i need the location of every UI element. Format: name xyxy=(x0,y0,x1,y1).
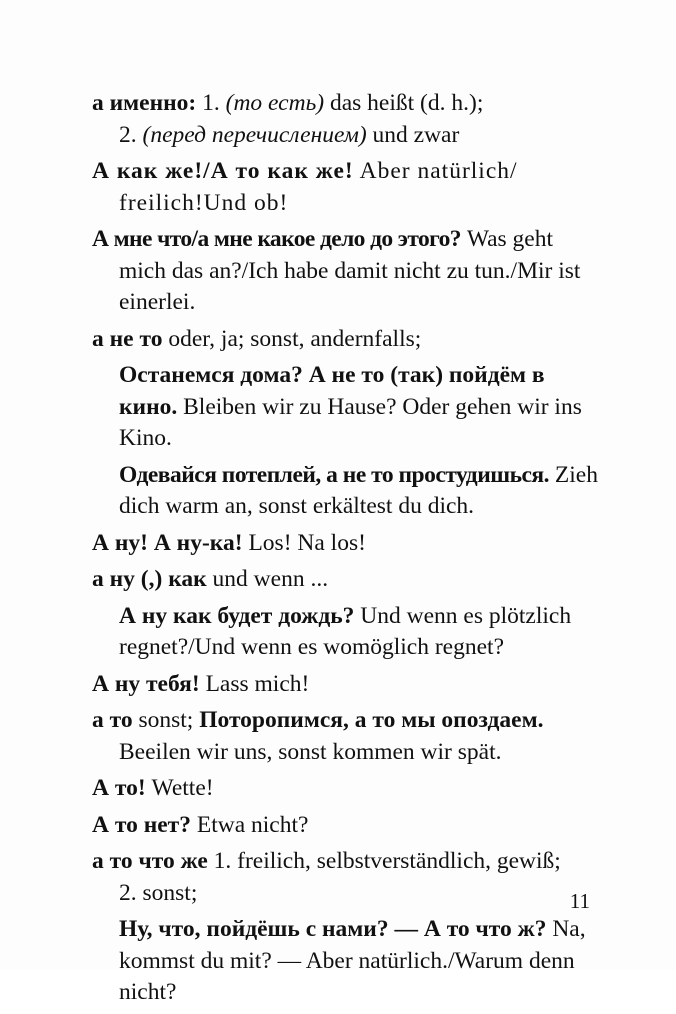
translation-text: oder, ja; sonst, andernfalls; xyxy=(168,325,422,352)
example-german: Zieh dich warm an, sonst erkältest du dich. xyxy=(119,461,598,519)
entry-a-imenno xyxy=(92,88,602,120)
example-russian: А ну как будет дождь? xyxy=(119,602,355,629)
entry-a-to-chto-zhe-sense-2 xyxy=(92,878,602,910)
sense-number: 1. xyxy=(213,848,232,874)
entry-a-nu-kak xyxy=(92,564,602,596)
example-german: Na, kommst du mit? — Aber natürlich./Warum denn nicht? xyxy=(119,916,586,1005)
translation-text: freilich, selbstverständlich, gewiß; xyxy=(237,848,561,874)
entry-a-nu xyxy=(92,528,602,560)
example-german: Und wenn es plötzlich regnet?/Und wenn es womöglich regnet? xyxy=(119,602,572,660)
translation-text: sonst; xyxy=(138,707,194,733)
sense-number: 2. xyxy=(119,121,137,148)
page-number: 11 xyxy=(569,889,590,913)
translation-text: Los! Na los! xyxy=(248,529,366,556)
entry-a-imenno-sense-2 xyxy=(92,120,602,152)
entry-headword: а то что же xyxy=(92,848,208,874)
sense-gloss: (перед перечислением) xyxy=(142,121,367,148)
example-a-ne-to-2 xyxy=(92,460,602,523)
entry-headword: А ну тебя! xyxy=(92,670,200,697)
translation-text: und wenn ... xyxy=(212,566,329,592)
example-russian: Одевайся потеплей, а не то простудишься. xyxy=(119,461,550,488)
entry-a-to-net xyxy=(92,810,602,842)
sense-number: 1. xyxy=(202,90,220,116)
dictionary-content xyxy=(92,88,602,1014)
entry-a-to xyxy=(92,705,602,768)
translation-text: Lass mich! xyxy=(205,670,310,697)
entry-a-kak-zhe xyxy=(92,156,602,219)
entry-a-to-chto-zhe xyxy=(92,846,602,878)
entry-a-ne-to xyxy=(92,324,602,356)
translation-text: und zwar xyxy=(372,121,460,148)
entry-headword: А то! xyxy=(92,775,146,801)
translation-text: Etwa nicht? xyxy=(196,811,309,838)
sense-number: 2. xyxy=(119,879,137,906)
translation-text: das heißt (d. h.); xyxy=(329,90,484,116)
entry-a-mne-chto xyxy=(92,224,602,319)
example-a-nu-kak-1 xyxy=(92,601,602,664)
entry-headword: А мне что/а мне какое дело до этого? xyxy=(92,226,461,252)
entry-a-nu-tebya xyxy=(92,669,602,701)
example-a-ne-to-1 xyxy=(92,360,602,455)
entry-headword: А ну! А ну-ка! xyxy=(92,529,243,556)
example-a-to-chto-zhe-1 xyxy=(92,914,602,1009)
entry-headword: а именно: xyxy=(92,90,197,116)
example-german: Bleiben wir zu Hause? Oder gehen wir ins Kino. xyxy=(119,393,582,451)
sense-gloss: (то есть) xyxy=(225,90,325,116)
entry-headword: А как же!/А то как же! xyxy=(92,158,354,184)
entry-a-to-excl xyxy=(92,773,602,805)
translation-text: Aber natürlich/ freilich!Und ob! xyxy=(119,158,518,216)
entry-headword: а не то xyxy=(92,325,163,352)
example-german: Beeilen wir uns, sonst kommen wir spät. xyxy=(119,738,502,765)
example-russian: Ну, что, пойдёшь с нами? — А то что ж? xyxy=(119,916,547,942)
example-russian: Останемся дома? А не то (так) пойдём в кино. xyxy=(119,362,545,420)
entry-headword: а ну (,) как xyxy=(92,566,207,592)
example-russian: Поторопимся, а то мы опоздаем. xyxy=(199,707,544,733)
entry-headword: А то нет? xyxy=(92,811,191,838)
translation-text: Wette! xyxy=(151,775,214,801)
translation-text: Was geht mich das an?/Ich habe damit nicht zu tun./Mir ist einerlei. xyxy=(119,226,581,315)
entry-headword: а то xyxy=(92,707,133,733)
translation-text: sonst; xyxy=(142,879,198,906)
